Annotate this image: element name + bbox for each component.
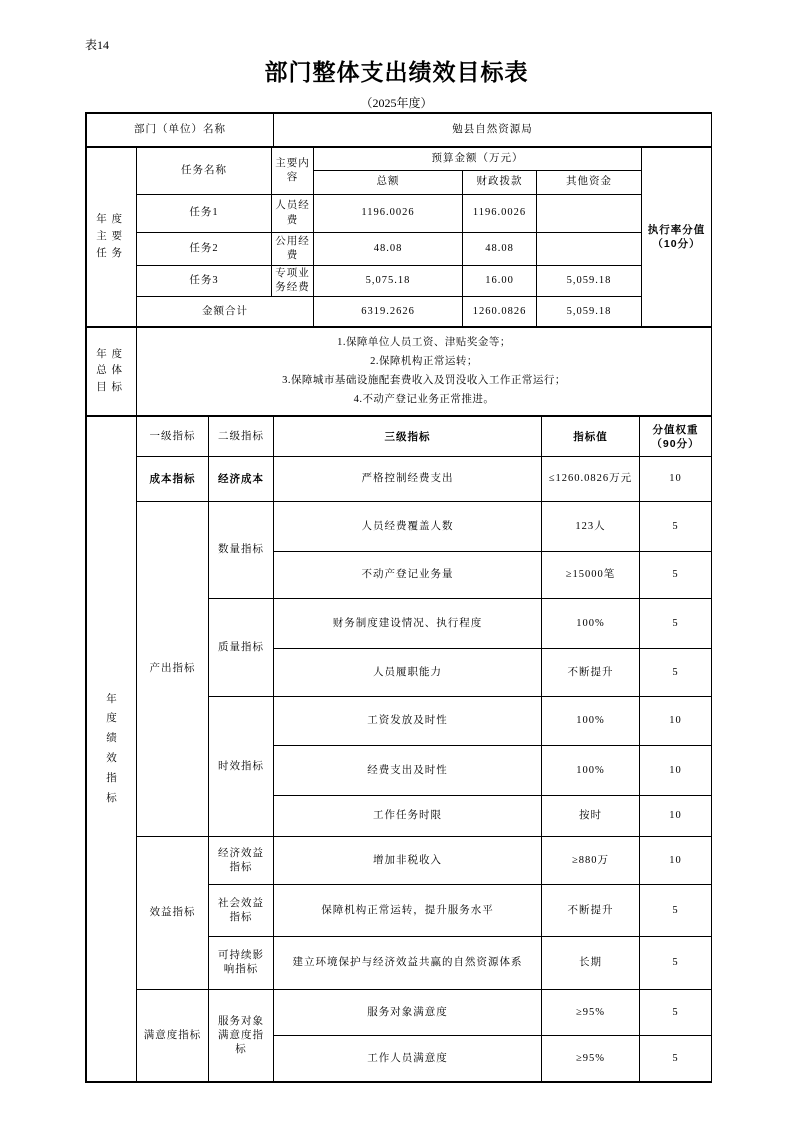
level1-cell: 产出指标 bbox=[137, 502, 209, 837]
level1-cell: 效益指标 bbox=[137, 837, 209, 990]
indicator-name-cell: 工资发放及时性 bbox=[274, 697, 542, 746]
level2-cell bbox=[209, 990, 274, 1082]
level1-cell: 满意度指标 bbox=[137, 990, 209, 1082]
col-header-total: 总额 bbox=[314, 171, 463, 195]
indicators-header-row bbox=[87, 417, 712, 457]
indicator-value-cell: ≥880万 bbox=[542, 837, 640, 885]
tasks-total-label: 金额合计 bbox=[137, 297, 314, 327]
indicator-value-cell: 100% bbox=[542, 746, 640, 796]
tasks-total-fiscal: 1260.0826 bbox=[463, 297, 537, 327]
level2-cell: 数量指标 bbox=[209, 502, 274, 599]
task-fiscal-cell: 16.00 bbox=[463, 266, 537, 297]
level2-label: 服务对象满意度指标 bbox=[217, 1015, 264, 1055]
goal-line: 3.保障城市基础设施配套费收入及罚没收入工作正常运行； bbox=[282, 374, 566, 386]
tasks-total-row bbox=[87, 297, 712, 327]
goals-text-cell bbox=[137, 328, 712, 416]
goals-section-label-cell bbox=[87, 328, 137, 416]
indicator-weight-cell: 5 bbox=[640, 552, 712, 599]
indicator-weight-cell: 5 bbox=[640, 599, 712, 649]
level2-cell bbox=[209, 885, 274, 937]
tasks-header-row-1 bbox=[87, 148, 712, 171]
task-other-cell bbox=[537, 233, 642, 266]
col-header-fiscal: 财政拨款 bbox=[463, 171, 537, 195]
indicator-value-cell: ≥95% bbox=[542, 1036, 640, 1082]
level1-cell: 成本指标 bbox=[137, 457, 209, 502]
task-total-cell: 48.08 bbox=[314, 233, 463, 266]
task-name-cell: 任务1 bbox=[137, 195, 272, 233]
page-title: 部门整体支出绩效目标表 bbox=[264, 59, 529, 85]
indicator-weight-cell: 10 bbox=[640, 746, 712, 796]
col-header-main-content: 主要内容 bbox=[272, 148, 314, 195]
task-name-cell: 任务3 bbox=[137, 266, 272, 297]
indicator-name-cell: 服务对象满意度 bbox=[274, 990, 542, 1036]
indicator-value-cell: ≤1260.0826万元 bbox=[542, 457, 640, 502]
indicator-weight-cell: 10 bbox=[640, 457, 712, 502]
doc-tag: 表14 bbox=[85, 38, 110, 52]
indicators-section-label-cell bbox=[87, 417, 137, 1082]
col-header-level3: 三级指标 bbox=[274, 417, 542, 457]
goal-line: 2.保障机构正常运转； bbox=[370, 355, 478, 367]
col-header-task-name: 任务名称 bbox=[137, 148, 272, 195]
indicator-name-cell: 建立环境保护与经济效益共赢的自然资源体系 bbox=[274, 937, 542, 990]
task-row bbox=[87, 233, 712, 266]
goal-line: 1.保障单位人员工资、津贴奖金等； bbox=[337, 337, 511, 349]
tasks-total-other: 5,059.18 bbox=[537, 297, 642, 327]
indicator-name-cell: 经费支出及时性 bbox=[274, 746, 542, 796]
main-table bbox=[85, 112, 712, 1083]
level2-label: 社会效益指标 bbox=[217, 897, 264, 923]
col-header-budget-group: 预算金额（万元） bbox=[314, 148, 642, 171]
dept-name-label: 部门（单位）名称 bbox=[87, 114, 274, 147]
col-header-other: 其他资金 bbox=[537, 171, 642, 195]
indicator-name-cell: 严格控制经费支出 bbox=[274, 457, 542, 502]
level2-cell: 经济成本 bbox=[209, 457, 274, 502]
indicator-value-cell: 100% bbox=[542, 697, 640, 746]
indicator-name-cell: 增加非税收入 bbox=[274, 837, 542, 885]
level2-cell bbox=[209, 837, 274, 885]
indicator-row bbox=[87, 502, 712, 552]
goals-row bbox=[87, 328, 712, 416]
indicator-row bbox=[87, 457, 712, 502]
level2-label: 可持续影响指标 bbox=[217, 950, 264, 976]
col-header-level1: 一级指标 bbox=[137, 417, 209, 457]
task-row bbox=[87, 266, 712, 297]
indicator-value-cell: 长期 bbox=[542, 937, 640, 990]
tasks-section-label-cell bbox=[87, 148, 137, 327]
indicator-value-cell: 不断提升 bbox=[542, 885, 640, 937]
indicator-name-cell: 人员经费覆盖人数 bbox=[274, 502, 542, 552]
col-header-value: 指标值 bbox=[542, 417, 640, 457]
indicator-weight-cell: 5 bbox=[640, 1036, 712, 1082]
col-header-exec-rate: 执行率分值（10分） bbox=[642, 148, 712, 327]
task-fiscal-cell: 48.08 bbox=[463, 233, 537, 266]
indicator-name-cell: 财务制度建设情况、执行程度 bbox=[274, 599, 542, 649]
indicator-name-cell: 人员履职能力 bbox=[274, 649, 542, 697]
task-fiscal-cell: 1196.0026 bbox=[463, 195, 537, 233]
goal-line: 4.不动产登记业务正常推进。 bbox=[353, 393, 495, 405]
indicator-value-cell: 不断提升 bbox=[542, 649, 640, 697]
task-total-cell: 5,075.18 bbox=[314, 266, 463, 297]
indicator-name-cell: 不动产登记业务量 bbox=[274, 552, 542, 599]
indicator-weight-cell: 10 bbox=[640, 837, 712, 885]
task-row bbox=[87, 195, 712, 233]
dept-table bbox=[86, 113, 712, 147]
task-other-cell bbox=[537, 195, 642, 233]
task-total-cell: 1196.0026 bbox=[314, 195, 463, 233]
indicator-value-cell: ≥15000笔 bbox=[542, 552, 640, 599]
level2-cell: 时效指标 bbox=[209, 697, 274, 837]
indicator-value-cell: 100% bbox=[542, 599, 640, 649]
level2-cell bbox=[209, 937, 274, 990]
indicator-weight-cell: 5 bbox=[640, 649, 712, 697]
indicator-name-cell: 保障机构正常运转，提升服务水平 bbox=[274, 885, 542, 937]
goals-table bbox=[86, 327, 712, 416]
tasks-table bbox=[86, 147, 712, 327]
indicator-weight-cell: 5 bbox=[640, 502, 712, 552]
task-content-cell: 人员经费 bbox=[272, 195, 314, 233]
level2-cell: 质量指标 bbox=[209, 599, 274, 697]
goals-section-label: 年度总体目标 bbox=[96, 348, 127, 394]
indicator-value-cell: 按时 bbox=[542, 796, 640, 837]
dept-row bbox=[87, 114, 712, 147]
task-other-cell: 5,059.18 bbox=[537, 266, 642, 297]
col-header-level2: 二级指标 bbox=[209, 417, 274, 457]
indicator-weight-cell: 5 bbox=[640, 885, 712, 937]
task-content-cell: 专项业务经费 bbox=[272, 266, 314, 297]
level2-label: 经济效益指标 bbox=[217, 847, 264, 873]
indicator-weight-cell: 5 bbox=[640, 990, 712, 1036]
task-name-cell: 任务2 bbox=[137, 233, 272, 266]
indicators-table bbox=[86, 416, 712, 1082]
page-subtitle: （2025年度） bbox=[360, 96, 433, 110]
indicator-name-cell: 工作人员满意度 bbox=[274, 1036, 542, 1082]
indicator-value-cell: 123人 bbox=[542, 502, 640, 552]
indicator-weight-cell: 10 bbox=[640, 697, 712, 746]
indicator-row bbox=[87, 837, 712, 885]
indicator-name-cell: 工作任务时限 bbox=[274, 796, 542, 837]
task-content-cell: 公用经费 bbox=[272, 233, 314, 266]
indicator-weight-cell: 10 bbox=[640, 796, 712, 837]
indicator-row bbox=[87, 990, 712, 1036]
dept-name-value: 勉县自然资源局 bbox=[274, 114, 712, 147]
indicator-weight-cell: 5 bbox=[640, 937, 712, 990]
tasks-total-total: 6319.2626 bbox=[314, 297, 463, 327]
indicators-section-label: 年度绩效指标 bbox=[106, 693, 117, 805]
tasks-section-label: 年度主要任务 bbox=[96, 213, 127, 259]
col-header-weight: 分值权重（90分） bbox=[640, 417, 712, 457]
indicator-value-cell: ≥95% bbox=[542, 990, 640, 1036]
